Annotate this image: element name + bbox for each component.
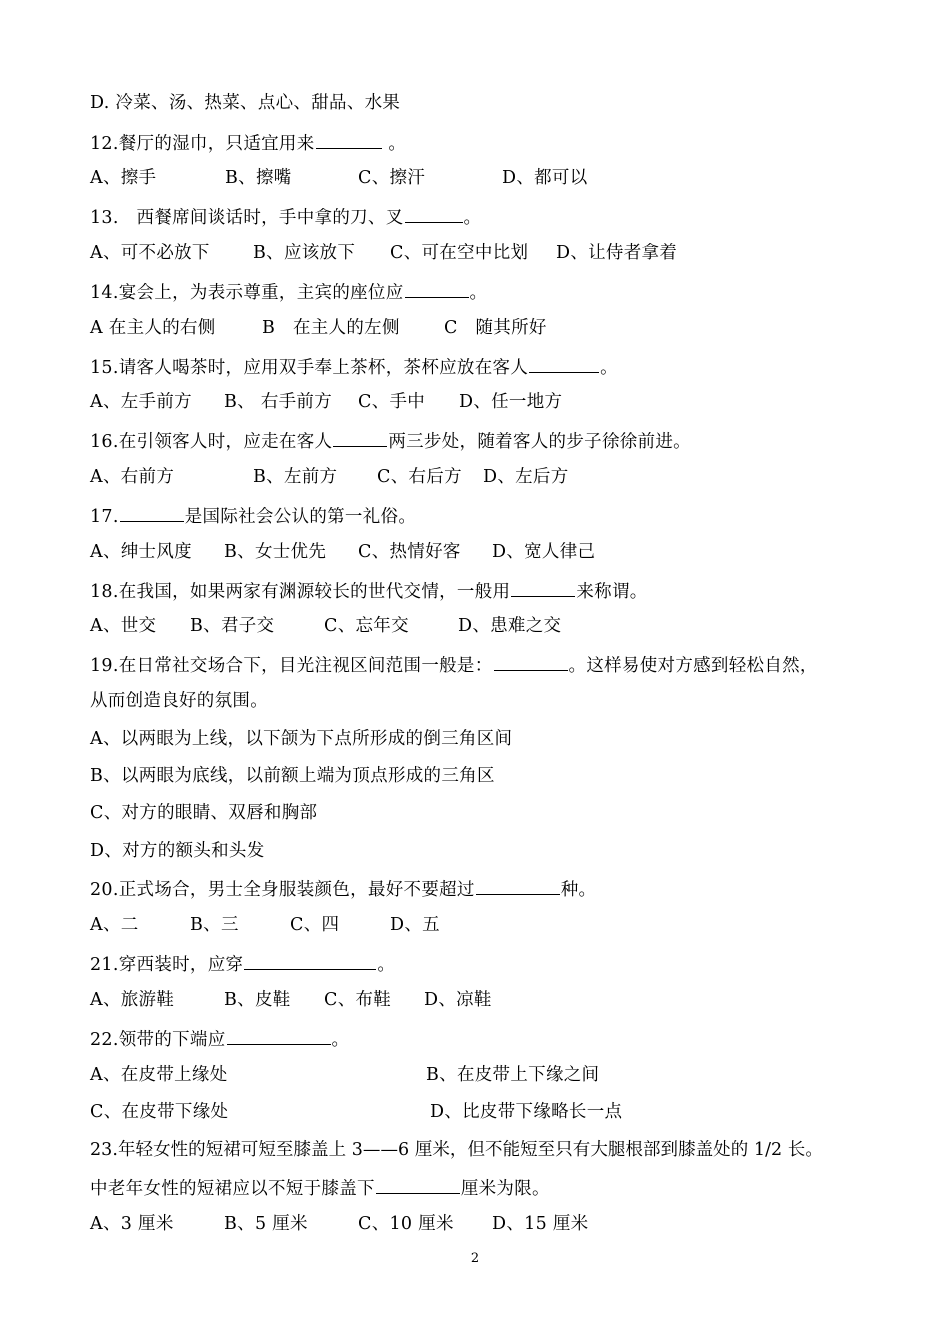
question-14: 14.宴会上，为表示尊重，主宾的座位应 。	[90, 279, 487, 305]
page-number: 2	[470, 1251, 480, 1266]
question-21: 21.穿西装时，应穿 。	[90, 951, 395, 977]
answer-blank	[244, 951, 376, 970]
option-d: D、对方的额头和头发	[90, 841, 265, 861]
option-b: B、应该放下	[253, 243, 356, 263]
question-19: 19.在日常社交场合下，目光注视区间范围一般是： 。这样易使对方感到轻松自然，	[90, 652, 818, 678]
option-a: A、以两眼为上线，以下颌为下点所形成的倒三角区间	[90, 729, 513, 749]
option-d: D、患难之交	[458, 616, 562, 636]
answer-blank	[494, 652, 568, 671]
option-b: B、5 厘米	[224, 1214, 308, 1234]
options-22-row1	[90, 1063, 599, 1087]
option-c: C、可在空中比划	[390, 243, 529, 263]
question-12: 12.餐厅的湿巾，只适宜用来 。	[90, 130, 406, 156]
answer-blank	[227, 1026, 331, 1045]
option-d: D、宽人律己	[492, 542, 596, 562]
option-b: B、 右手前方	[224, 392, 333, 412]
answer-blank	[316, 130, 382, 149]
options-12	[90, 166, 588, 190]
question-23: 23.年轻女性的短裙可短至膝盖上 3——6 厘米，但不能短至只有大腿根部到膝盖处的 1/2 长。	[90, 1140, 823, 1160]
option-d: D、让侍者拿着	[556, 243, 678, 263]
answer-blank	[333, 428, 387, 447]
option-b: B、女士优先	[224, 542, 327, 562]
answer-blank	[405, 279, 469, 298]
options-20	[90, 913, 440, 937]
option-c: C 随其所好	[444, 318, 547, 338]
option-a: A 在主人的右侧	[90, 318, 216, 338]
option-a: A、左手前方	[90, 392, 192, 412]
question-13: 13. 西餐席间谈话时，手中拿的刀、叉 。	[90, 204, 481, 230]
option-b: B、三	[190, 915, 239, 935]
answer-blank	[120, 503, 184, 522]
options-23	[90, 1212, 588, 1236]
option-d: D、都可以	[502, 168, 588, 188]
options-13	[90, 241, 677, 265]
option-c: C、忘年交	[324, 616, 409, 636]
option-c: C、对方的眼睛、双唇和胸部	[90, 803, 318, 823]
option-a: A、3 厘米	[90, 1214, 174, 1234]
option-c: C、布鞋	[324, 990, 392, 1010]
option-c: C、10 厘米	[358, 1214, 454, 1234]
options-22-row2	[90, 1100, 622, 1124]
option-c: C、在皮带下缘处	[90, 1102, 229, 1122]
option-b: B、在皮带上下缘之间	[426, 1065, 600, 1085]
option-b: B 在主人的左侧	[262, 318, 400, 338]
question-15: 15.请客人喝茶时，应用双手奉上茶杯，茶杯应放在客人 。	[90, 354, 618, 380]
option-d: D、凉鞋	[424, 990, 492, 1010]
options-17	[90, 540, 595, 564]
option-c: C、热情好客	[358, 542, 461, 562]
question-17: 17. 是国际社会公认的第一礼俗。	[90, 503, 416, 529]
options-16	[90, 465, 569, 489]
option-a: A、世交	[90, 616, 157, 636]
option-a: A、二	[90, 915, 139, 935]
question-20: 20.正式场合，男士全身服装颜色，最好不要超过 种。	[90, 876, 596, 902]
option-a: A、右前方	[90, 467, 175, 487]
option-b: B、擦嘴	[225, 168, 292, 188]
option-d: D、五	[390, 915, 440, 935]
option-d: D、比皮带下缘略长一点	[430, 1102, 623, 1122]
question-19-cont: 从而创造良好的氛围。	[90, 691, 268, 711]
option-a: A、擦手	[90, 168, 157, 188]
option-a: A、可不必放下	[90, 243, 210, 263]
option-c: C、右后方	[377, 467, 462, 487]
question-16: 16.在引领客人时，应走在客人 两三步处，随着客人的步子徐徐前进。	[90, 428, 691, 454]
option-a: A、绅士风度	[90, 542, 192, 562]
option-d: D、左后方	[483, 467, 569, 487]
option-b: B、君子交	[190, 616, 275, 636]
option-b: B、皮鞋	[224, 990, 291, 1010]
answer-blank	[529, 354, 599, 373]
option-b: B、左前方	[253, 467, 338, 487]
options-15	[90, 390, 562, 414]
question-18: 18.在我国，如果两家有渊源较长的世代交情，一般用 来称谓。	[90, 578, 648, 604]
options-14	[90, 316, 547, 340]
answer-blank	[476, 876, 560, 895]
question-23-cont: 中老年女性的短裙应以不短于膝盖下 厘米为限。	[90, 1175, 550, 1201]
options-21	[90, 988, 492, 1012]
option-c: C、擦汗	[358, 168, 426, 188]
option-d: D、任一地方	[459, 392, 563, 412]
options-18	[90, 614, 561, 638]
option-d: D、15 厘米	[492, 1214, 589, 1234]
answer-blank	[405, 204, 463, 223]
option-b: B、以两眼为底线，以前额上端为顶点形成的三角区	[90, 766, 495, 786]
option-a: A、在皮带上缘处	[90, 1065, 228, 1085]
answer-blank	[376, 1175, 460, 1194]
answer-blank	[511, 578, 575, 597]
question-22: 22.领带的下端应 。	[90, 1026, 349, 1052]
option-line: D. 冷菜、汤、热菜、点心、甜品、水果	[90, 93, 401, 113]
option-c: C、手中	[358, 392, 426, 412]
option-a: A、旅游鞋	[90, 990, 175, 1010]
option-c: C、四	[290, 915, 340, 935]
